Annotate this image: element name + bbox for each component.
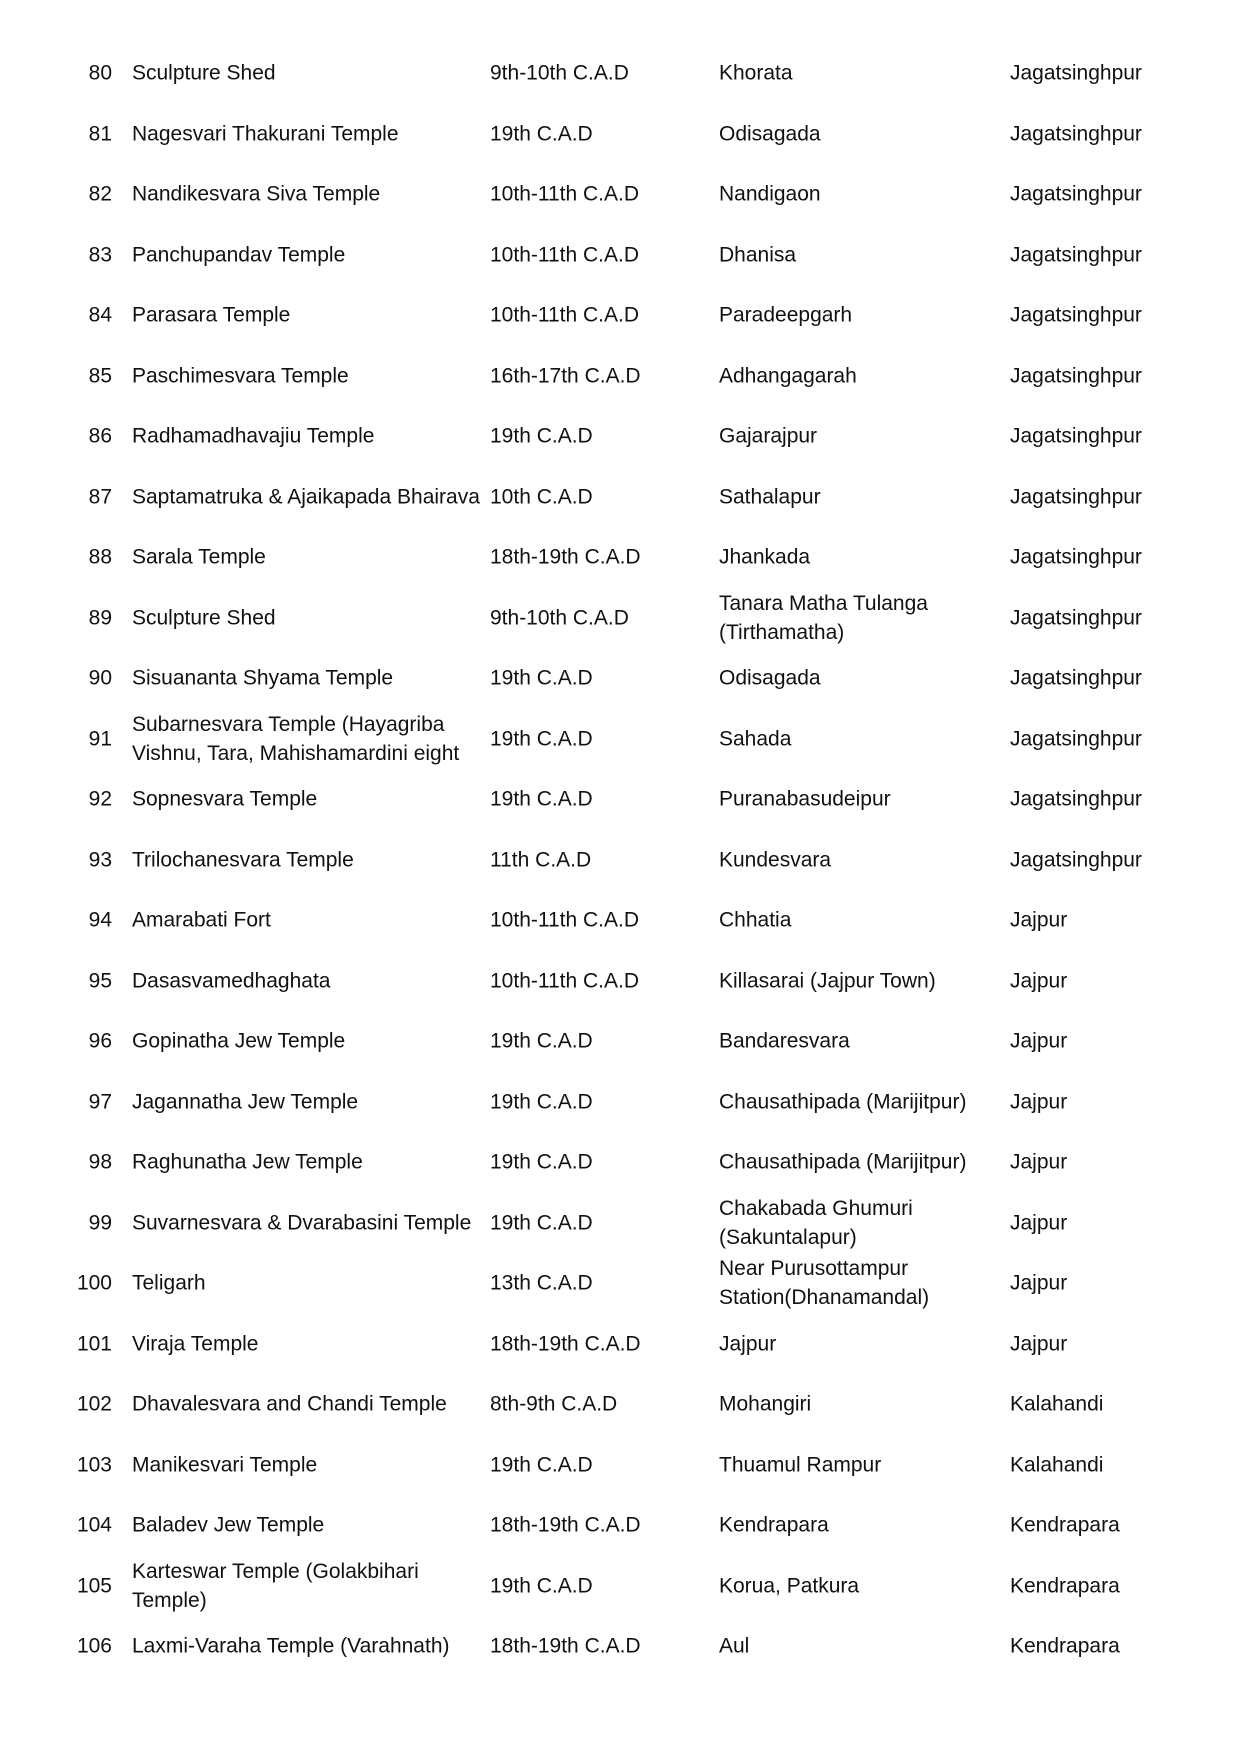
- location: Chhatia: [719, 908, 792, 932]
- serial-number: 102: [76, 1392, 112, 1416]
- table-row: [66, 104, 1186, 165]
- monument-name: Baladev Jew Temple: [132, 1513, 325, 1537]
- monument-name: Suvarnesvara & Dvarabasini Temple: [132, 1211, 472, 1235]
- monument-name: Amarabati Fort: [132, 908, 271, 932]
- district: Jagatsinghpur: [1010, 122, 1142, 146]
- district: Jagatsinghpur: [1010, 424, 1142, 448]
- location: Chausathipada (Marijitpur): [719, 1150, 967, 1174]
- period: 8th-9th C.A.D: [490, 1392, 618, 1416]
- location: Tanara Matha Tulanga (Tirthamatha): [719, 591, 928, 644]
- table-row: [66, 164, 1186, 225]
- serial-number: 83: [88, 243, 112, 267]
- table-row: [66, 285, 1186, 346]
- serial-number: 100: [76, 1271, 112, 1295]
- district: Jajpur: [1010, 1332, 1068, 1356]
- monument-name: Subarnesvara Temple (Hayagriba Vishnu, Tara, Mahishamardini eight: [132, 712, 460, 765]
- period: 11th C.A.D: [490, 848, 592, 872]
- location: Khorata: [719, 61, 793, 85]
- period: 10th-11th C.A.D: [490, 908, 640, 932]
- district: Jajpur: [1010, 908, 1068, 932]
- monument-name: Dhavalesvara and Chandi Temple: [132, 1392, 447, 1416]
- serial-number: 96: [88, 1029, 112, 1053]
- table-row: [66, 43, 1186, 104]
- location: Killasarai (Jajpur Town): [719, 969, 936, 993]
- period: 19th C.A.D: [490, 727, 593, 751]
- period: 10th-11th C.A.D: [490, 969, 640, 993]
- table-row: [66, 1011, 1186, 1072]
- district: Jajpur: [1010, 1090, 1068, 1114]
- location: Mohangiri: [719, 1392, 812, 1416]
- serial-number: 94: [88, 908, 112, 932]
- period: 19th C.A.D: [490, 1574, 593, 1598]
- table-row: [66, 769, 1186, 830]
- monument-name: Nagesvari Thakurani Temple: [132, 122, 399, 146]
- monument-name: Karteswar Temple (Golakbihari Temple): [132, 1559, 419, 1612]
- period: 10th-11th C.A.D: [490, 243, 640, 267]
- period: 16th-17th C.A.D: [490, 364, 641, 388]
- monument-name: Paschimesvara Temple: [132, 364, 349, 388]
- location: Near Purusottampur Station(Dhanamandal): [719, 1257, 930, 1310]
- location: Thuamul Rampur: [719, 1453, 882, 1477]
- district: Jagatsinghpur: [1010, 666, 1142, 690]
- location: Jhankada: [719, 545, 811, 569]
- serial-number: 93: [88, 848, 112, 872]
- serial-number: 84: [88, 303, 112, 327]
- table-row: [66, 1495, 1186, 1556]
- location: Puranabasudeipur: [719, 787, 891, 811]
- location: Paradeepgarh: [719, 303, 853, 327]
- table-row: [66, 1616, 1186, 1677]
- serial-number: 89: [88, 606, 112, 630]
- district: Jagatsinghpur: [1010, 545, 1142, 569]
- table-row: [66, 1314, 1186, 1375]
- district: Jajpur: [1010, 1029, 1068, 1053]
- location: Sahada: [719, 727, 792, 751]
- serial-number: 104: [76, 1513, 112, 1537]
- table-row: [66, 1253, 1186, 1314]
- serial-number: 81: [88, 122, 112, 146]
- serial-number: 103: [76, 1453, 112, 1477]
- monuments-table: [66, 43, 1186, 1677]
- district: Jagatsinghpur: [1010, 61, 1142, 85]
- serial-number: 101: [76, 1332, 112, 1356]
- period: 9th-10th C.A.D: [490, 61, 629, 85]
- serial-number: 90: [88, 666, 112, 690]
- period: 9th-10th C.A.D: [490, 606, 629, 630]
- period: 18th-19th C.A.D: [490, 1332, 641, 1356]
- location: Nandigaon: [719, 182, 821, 206]
- monument-name: Dasasvamedhaghata: [132, 969, 331, 993]
- location: Jajpur: [719, 1332, 777, 1356]
- monument-name: Parasara Temple: [132, 303, 291, 327]
- period: 19th C.A.D: [490, 666, 593, 690]
- district: Kendrapara: [1010, 1513, 1120, 1537]
- table-row: [66, 1193, 1186, 1254]
- period: 19th C.A.D: [490, 1453, 593, 1477]
- monument-name: Sopnesvara Temple: [132, 787, 318, 811]
- table-row: [66, 588, 1186, 649]
- table-row: [66, 1072, 1186, 1133]
- district: Jajpur: [1010, 1211, 1068, 1235]
- period: 10th C.A.D: [490, 485, 593, 509]
- period: 10th-11th C.A.D: [490, 303, 640, 327]
- table-row: [66, 1132, 1186, 1193]
- location: Gajarajpur: [719, 424, 818, 448]
- monument-name: Teligarh: [132, 1271, 206, 1295]
- table-row: [66, 951, 1186, 1012]
- serial-number: 80: [88, 61, 112, 85]
- table-row: [66, 346, 1186, 407]
- serial-number: 105: [76, 1574, 112, 1598]
- district: Jajpur: [1010, 1150, 1068, 1174]
- period: 13th C.A.D: [490, 1271, 593, 1295]
- table-row: [66, 527, 1186, 588]
- table-row: [66, 406, 1186, 467]
- serial-number: 88: [88, 545, 112, 569]
- district: Jagatsinghpur: [1010, 848, 1142, 872]
- serial-number: 86: [88, 424, 112, 448]
- district: Kendrapara: [1010, 1634, 1120, 1658]
- period: 19th C.A.D: [490, 424, 593, 448]
- table-row: [66, 225, 1186, 286]
- monument-name: Radhamadhavajiu Temple: [132, 424, 375, 448]
- monument-name: Panchupandav Temple: [132, 243, 346, 267]
- period: 19th C.A.D: [490, 787, 593, 811]
- monument-name: Laxmi-Varaha Temple (Varahnath): [132, 1634, 450, 1658]
- period: 19th C.A.D: [490, 1029, 593, 1053]
- serial-number: 82: [88, 182, 112, 206]
- location: Korua, Patkura: [719, 1574, 860, 1598]
- district: Jagatsinghpur: [1010, 727, 1142, 751]
- district: Jajpur: [1010, 969, 1068, 993]
- table-row: [66, 648, 1186, 709]
- monument-name: Sculpture Shed: [132, 606, 276, 630]
- district: Jagatsinghpur: [1010, 364, 1142, 388]
- location: Dhanisa: [719, 243, 797, 267]
- district: Kalahandi: [1010, 1453, 1104, 1477]
- table-row: [66, 890, 1186, 951]
- district: Jagatsinghpur: [1010, 303, 1142, 327]
- district: Kalahandi: [1010, 1392, 1104, 1416]
- location: Odisagada: [719, 122, 821, 146]
- monument-name: Gopinatha Jew Temple: [132, 1029, 346, 1053]
- serial-number: 98: [88, 1150, 112, 1174]
- location: Aul: [719, 1634, 750, 1658]
- district: Kendrapara: [1010, 1574, 1120, 1598]
- district: Jagatsinghpur: [1010, 485, 1142, 509]
- serial-number: 99: [88, 1211, 112, 1235]
- monument-name: Raghunatha Jew Temple: [132, 1150, 363, 1174]
- period: 19th C.A.D: [490, 122, 593, 146]
- district: Jagatsinghpur: [1010, 182, 1142, 206]
- location: Odisagada: [719, 666, 821, 690]
- serial-number: 97: [88, 1090, 112, 1114]
- period: 18th-19th C.A.D: [490, 545, 641, 569]
- monument-name: Trilochanesvara Temple: [132, 848, 354, 872]
- district: Jagatsinghpur: [1010, 243, 1142, 267]
- location: Bandaresvara: [719, 1029, 850, 1053]
- location: Chakabada Ghumuri (Sakuntalapur): [719, 1196, 913, 1249]
- period: 19th C.A.D: [490, 1211, 593, 1235]
- serial-number: 87: [88, 485, 112, 509]
- serial-number: 85: [88, 364, 112, 388]
- period: 18th-19th C.A.D: [490, 1634, 641, 1658]
- serial-number: 91: [88, 727, 112, 751]
- table-row: [66, 1556, 1186, 1617]
- location: Chausathipada (Marijitpur): [719, 1090, 967, 1114]
- location: Kundesvara: [719, 848, 832, 872]
- table-row: [66, 830, 1186, 891]
- district: Jagatsinghpur: [1010, 606, 1142, 630]
- period: 18th-19th C.A.D: [490, 1513, 641, 1537]
- district: Jagatsinghpur: [1010, 787, 1142, 811]
- location: Kendrapara: [719, 1513, 829, 1537]
- serial-number: 95: [88, 969, 112, 993]
- table-row: [66, 1435, 1186, 1496]
- period: 19th C.A.D: [490, 1150, 593, 1174]
- district: Jajpur: [1010, 1271, 1068, 1295]
- monument-name: Manikesvari Temple: [132, 1453, 318, 1477]
- period: 10th-11th C.A.D: [490, 182, 640, 206]
- table-row: [66, 467, 1186, 528]
- location: Adhangagarah: [719, 364, 857, 388]
- monument-name: Saptamatruka & Ajaikapada Bhairava: [132, 485, 480, 509]
- serial-number: 106: [76, 1634, 112, 1658]
- monument-name: Sculpture Shed: [132, 61, 276, 85]
- monument-name: Nandikesvara Siva Temple: [132, 182, 381, 206]
- location: Sathalapur: [719, 485, 821, 509]
- serial-number: 92: [88, 787, 112, 811]
- monument-name: Viraja Temple: [132, 1332, 259, 1356]
- period: 19th C.A.D: [490, 1090, 593, 1114]
- monument-name: Sarala Temple: [132, 545, 266, 569]
- table-row: [66, 1374, 1186, 1435]
- table-row: [66, 709, 1186, 770]
- monument-name: Jagannatha Jew Temple: [132, 1090, 359, 1114]
- monument-name: Sisuananta Shyama Temple: [132, 666, 394, 690]
